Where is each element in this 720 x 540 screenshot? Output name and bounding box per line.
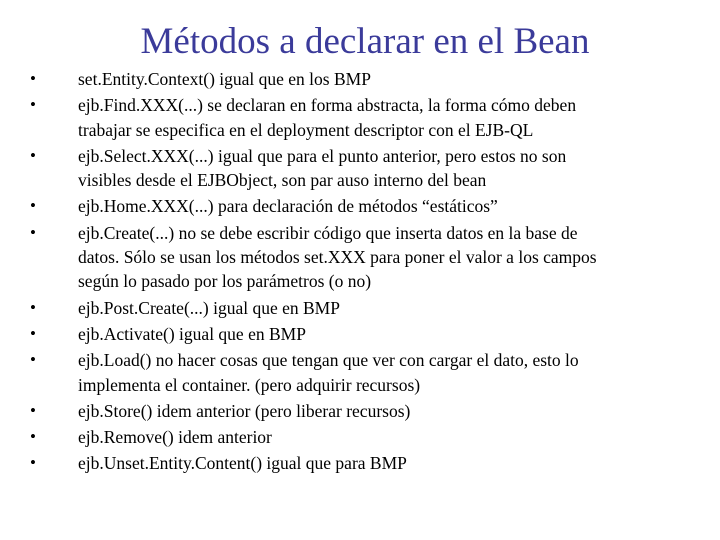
bullet-text: ejb.Create(...) no se debe escribir código que inserta datos en la base de datos. Sólo se usan los métodos set.XXX para poner el valor a los campos según lo pasado por los parámetros (o no) [78, 222, 597, 292]
list-item [30, 92, 720, 143]
list-item [30, 321, 720, 347]
bullet-text: ejb.Remove() idem anterior [78, 427, 272, 448]
list-item [30, 220, 720, 295]
list-item [30, 66, 720, 92]
bullet-text: ejb.Load() no hacer cosas que tengan que ver con cargar el dato, esto lo implementa el container. (pero adquirir recursos) [78, 350, 579, 395]
bullet-marker: • [30, 69, 36, 88]
list-item [30, 295, 720, 321]
list-item [30, 450, 720, 476]
bullet-marker: • [30, 453, 36, 473]
list-item [30, 424, 720, 450]
bullet-marker: • [30, 297, 36, 317]
bullet-marker: • [30, 350, 36, 370]
bullet-marker: • [30, 400, 36, 420]
bullet-text: ejb.Home.XXX(...) para declaración de métodos “estáticos” [78, 196, 498, 217]
bullet-text: ejb.Store() idem anterior (pero liberar recursos) [78, 400, 411, 421]
bullet-text: ejb.Select.XXX(...) igual que para el punto anterior, pero estos no son visibles desde el EJBObject, son par auso interno del bean [78, 145, 567, 191]
list-item [30, 398, 720, 424]
bullet-text: ejb.Post.Create(...) igual que en BMP [78, 297, 340, 318]
bullet-marker: • [30, 95, 36, 115]
bullet-marker: • [30, 427, 36, 447]
list-item [30, 143, 720, 194]
bullet-marker: • [30, 222, 36, 242]
bullet-marker: • [30, 145, 36, 165]
bullet-list [30, 66, 720, 477]
bullet-marker: • [30, 196, 36, 216]
list-item [30, 193, 720, 219]
slide-title: Métodos a declarar en el Bean [140, 21, 590, 62]
bullet-text: ejb.Activate() igual que en BMP [78, 323, 306, 344]
bullet-text: set.Entity.Context() igual que en los BMP [78, 69, 371, 89]
bullet-marker: • [30, 323, 36, 343]
bullet-text: ejb.Unset.Entity.Content() igual que para BMP [78, 453, 407, 474]
bullet-text: ejb.Find.XXX(...) se declaran en forma abstracta, la forma cómo deben trabajar se especifica en el deployment descriptor con el EJB-QL [78, 95, 577, 140]
list-item [30, 347, 720, 398]
